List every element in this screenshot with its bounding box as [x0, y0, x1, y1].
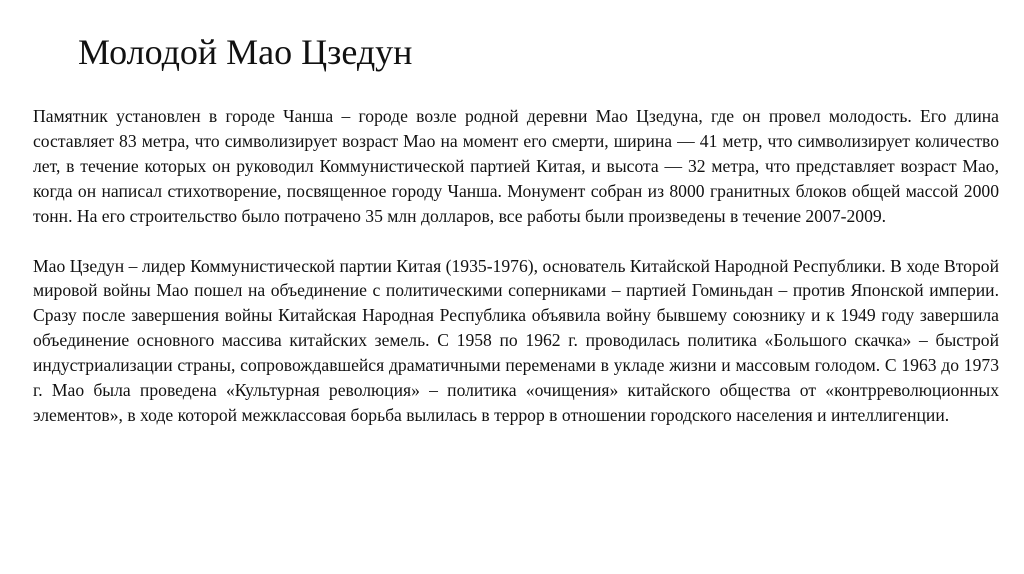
slide-body — [33, 104, 999, 428]
paragraph-biography: Мао Цзедун – лидер Коммунистической партии Китая (1935-1976), основатель Китайской Народной Республики. В ходе Второй мировой войны Мао пошел на объединение с политическими соперниками – партией Гоминьдан – против Японской империи. Сразу после завершения войны Китайская Народная Республика объявила войну бывшему союзнику и к 1949 году завершила объединение основного массива китайских земель. С 1958 по 1962 г. проводилась политика «Большого скачка» – быстрой индустриализации страны, сопровождавшейся драматичными переменами в укладе жизни и массовым голодом. С 1963 до 1973 г. Мао была проведена «Культурная революция» – политика «очищения» китайского общества от «контрреволюционных элементов», в ходе которой межклассовая борьба вылилась в террор в отношении городского населения и интеллигенции. — [33, 255, 999, 425]
paragraph-monument: Памятник установлен в городе Чанша – городе возле родной деревни Мао Цзедуна, где он провел молодость. Его длина составляет 83 метра, что символизирует возраст Мао на момент его смерти, ширина — 41 метр, что символизирует количество лет, в течение которых он руководил Коммунистической партией Китая, и высота — 32 метра, что представляет возраст Мао, когда он написал стихотворение, посвященное городу Чанша. Монумент собран из 8000 гранитных блоков общей массой 2000 тонн. На его строительство было потрачено 35 млн долларов, все работы были произведены в течение 2007-2009. — [33, 106, 999, 226]
slide-title: Молодой Мао Цзедун — [78, 32, 413, 72]
